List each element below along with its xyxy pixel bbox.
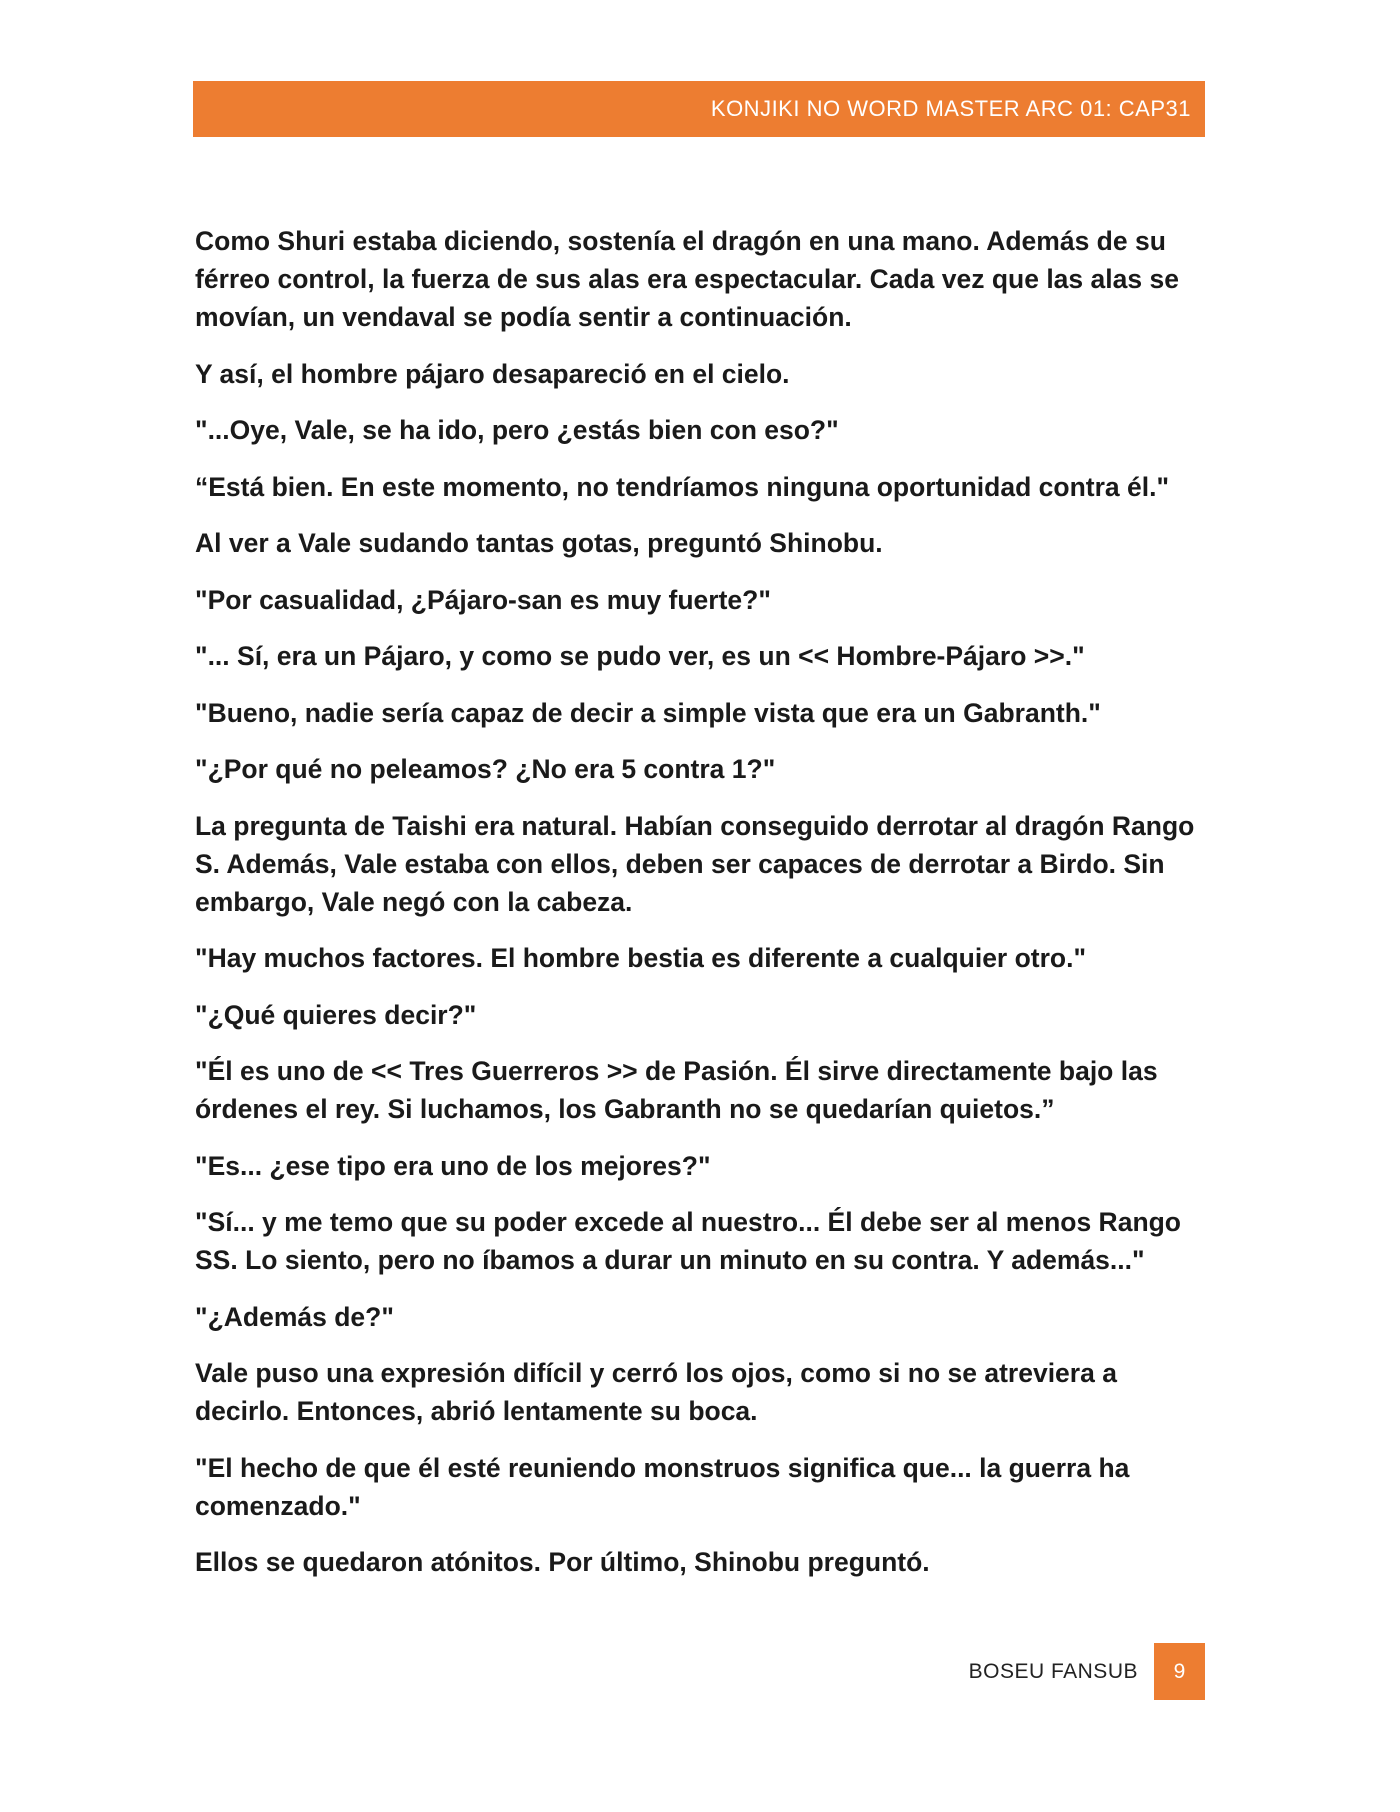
header-title: KONJIKI NO WORD MASTER ARC 01: CAP31: [710, 96, 1191, 121]
paragraph: Al ver a Vale sudando tantas gotas, preguntó Shinobu.: [195, 528, 883, 558]
paragraph: "¿Por qué no peleamos? ¿No era 5 contra 1?": [195, 754, 776, 784]
paragraph: "¿Además de?": [195, 1301, 394, 1332]
paragraph: "...Oye, Vale, se ha ido, pero ¿estás bien con eso?": [195, 415, 839, 445]
paragraph: "... Sí, era un Pájaro, y como se pudo ver, es un << Hombre-Pájaro >>.": [195, 641, 1085, 671]
header-bar: [193, 81, 1205, 137]
paragraph: Vale puso una expresión difícil y cerró los ojos, como si no se atreviera a decirlo. Entonces, abrió lentamente su boca.: [195, 1358, 1117, 1426]
paragraph: "Es... ¿ese tipo era uno de los mejores?": [195, 1150, 711, 1181]
paragraph: Y así, el hombre pájaro desapareció en el cielo.: [195, 358, 790, 389]
paragraph: "El hecho de que él esté reuniendo monstruos significa que... la guerra ha comenzado.": [195, 1452, 1130, 1521]
paragraph: "Por casualidad, ¿Pájaro-san es muy fuerte?": [195, 584, 771, 615]
paragraph: "¿Qué quieres decir?": [195, 999, 477, 1030]
paragraph: La pregunta de Taishi era natural. Habían conseguido derrotar al dragón Rango S. Además, Vale estaba con ellos, deben ser capaces de derrotar a Birdo. Sin embargo, Vale negó con la cabeza.: [195, 810, 1195, 917]
page-number: 9: [1154, 1643, 1205, 1700]
paragraph: Ellos se quedaron atónitos. Por último, Shinobu preguntó.: [195, 1547, 930, 1577]
paragraph: Como Shuri estaba diciendo, sostenía el dragón en una mano. Además de su férreo control, la fuerza de sus alas era espectacular. Cada vez que las alas se movían, un vendaval se podía sentir a continuación.: [195, 226, 1179, 332]
body-text: [195, 222, 1207, 1600]
paragraph: "Él es uno de << Tres Guerreros >> de Pasión. Él sirve directamente bajo las órdenes el rey. Si luchamos, los Gabranth no se quedarían quietos.”: [195, 1056, 1158, 1124]
paragraph: "Hay muchos factores. El hombre bestia es diferente a cualquier otro.": [195, 943, 1087, 973]
page-footer: [193, 1643, 1205, 1700]
paragraph: "Bueno, nadie sería capaz de decir a simple vista que era un Gabranth.": [195, 697, 1101, 728]
footer-label: BOSEU FANSUB: [968, 1659, 1138, 1683]
paragraph: "Sí... y me temo que su poder excede al nuestro... Él debe ser al menos Rango SS. Lo siento, pero no íbamos a durar un minuto en su contra. Y además...": [195, 1207, 1181, 1275]
paragraph: “Está bien. En este momento, no tendríamos ninguna oportunidad contra él.": [195, 471, 1170, 502]
